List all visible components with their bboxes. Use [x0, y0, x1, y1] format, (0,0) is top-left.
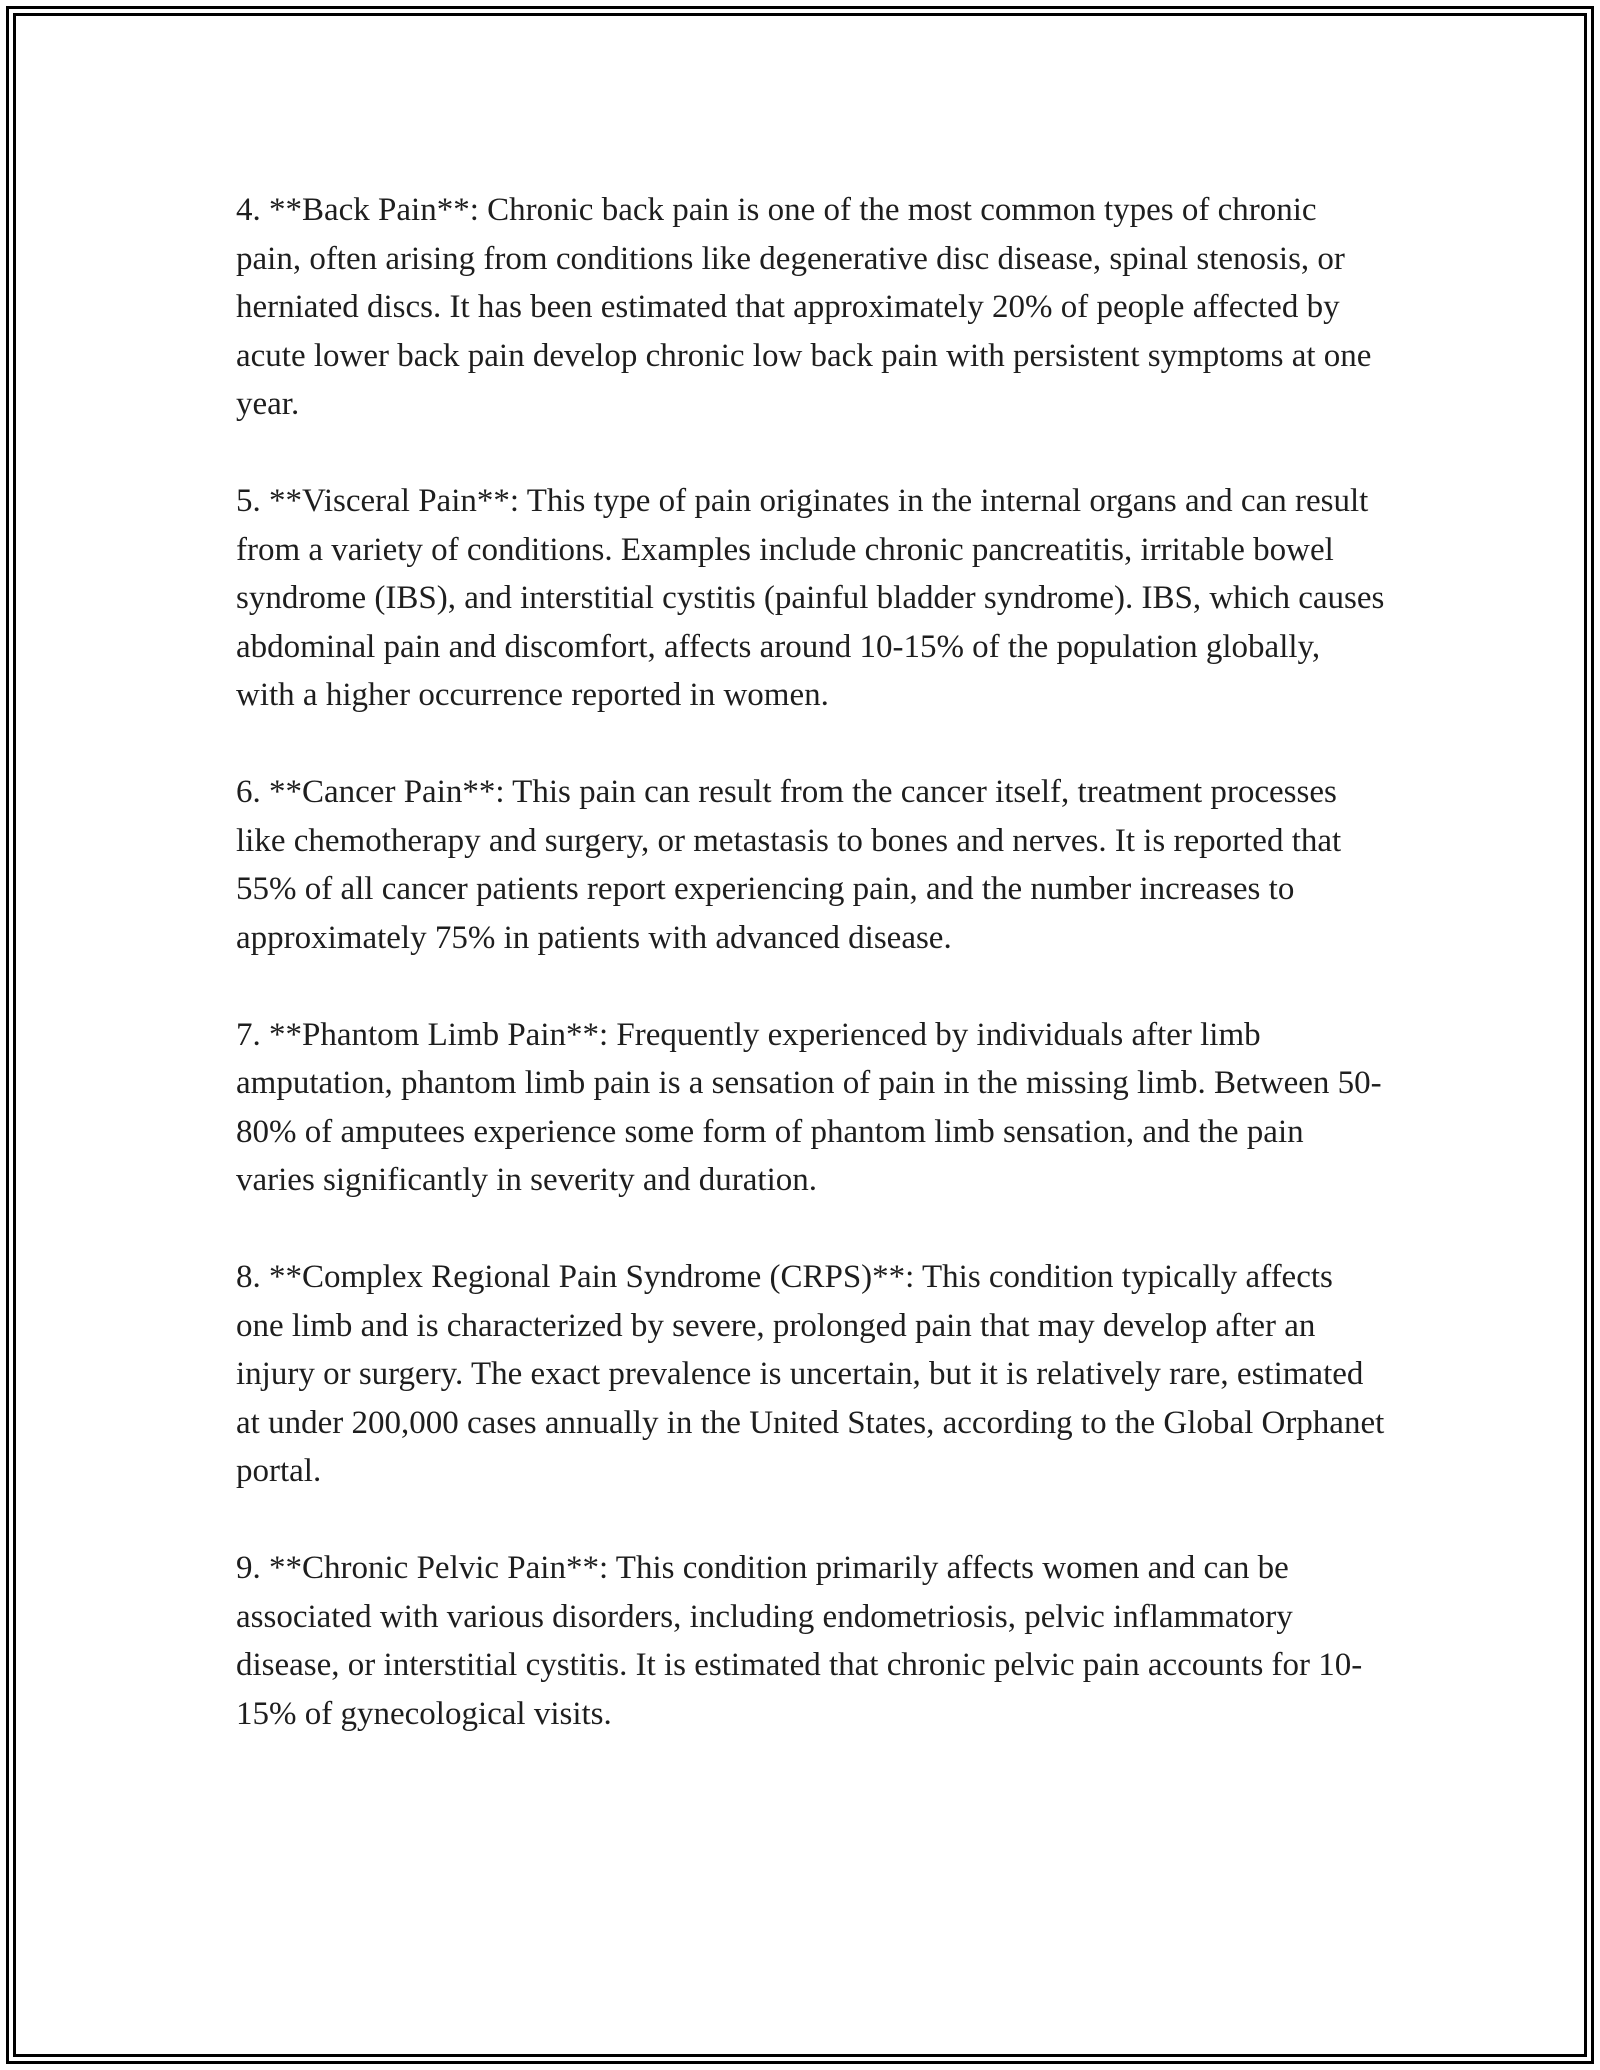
document-body	[236, 186, 1386, 1738]
paragraph-cancer-pain: 6. **Cancer Pain**: This pain can result from the cancer itself, treatment processes like chemotherapy and surgery, or metastasis to bones and nerves. It is reported that 55% of all cancer patients report experiencing pain, and the number increases to approximately 75% in patients with advanced disease.	[236, 774, 1342, 956]
paragraph-back-pain: 4. **Back Pain**: Chronic back pain is one of the most common types of chronic pain, often arising from conditions like degenerative disc disease, spinal stenosis, or herniated discs. It has been estimated that approximately 20% of people affected by acute lower back pain develop chronic low back pain with persistent symptoms at one year.	[236, 192, 1372, 422]
paragraph-chronic-pelvic-pain: 9. **Chronic Pelvic Pain**: This condition primarily affects women and can be associated with various disorders, including endometriosis, pelvic inflammatory disease, or interstitial cystitis. It is estimated that chronic pelvic pain accounts for 10-15% of gynecological visits.	[236, 1550, 1363, 1732]
paragraph-phantom-limb-pain: 7. **Phantom Limb Pain**: Frequently experienced by individuals after limb amputation, phantom limb pain is a sensation of pain in the missing limb. Between 50-80% of amputees experience some form of phantom limb sensation, and the pain varies significantly in severity and duration.	[236, 1016, 1382, 1198]
paragraph-crps: 8. **Complex Regional Pain Syndrome (CRPS)**: This condition typically affects one limb and is characterized by severe, prolonged pain that may develop after an injury or surgery. The exact prevalence is uncertain, but it is relatively rare, estimated at under 200,000 cases annually in the United States, according to the Global Orphanet portal.	[236, 1259, 1385, 1489]
paragraph-visceral-pain: 5. **Visceral Pain**: This type of pain originates in the internal organs and can result from a variety of conditions. Examples include chronic pancreatitis, irritable bowel syndrome (IBS), and interstitial cystitis (painful bladder syndrome). IBS, which causes abdominal pain and discomfort, affects around 10-15% of the population globally, with a higher occurrence reported in women.	[236, 483, 1385, 713]
